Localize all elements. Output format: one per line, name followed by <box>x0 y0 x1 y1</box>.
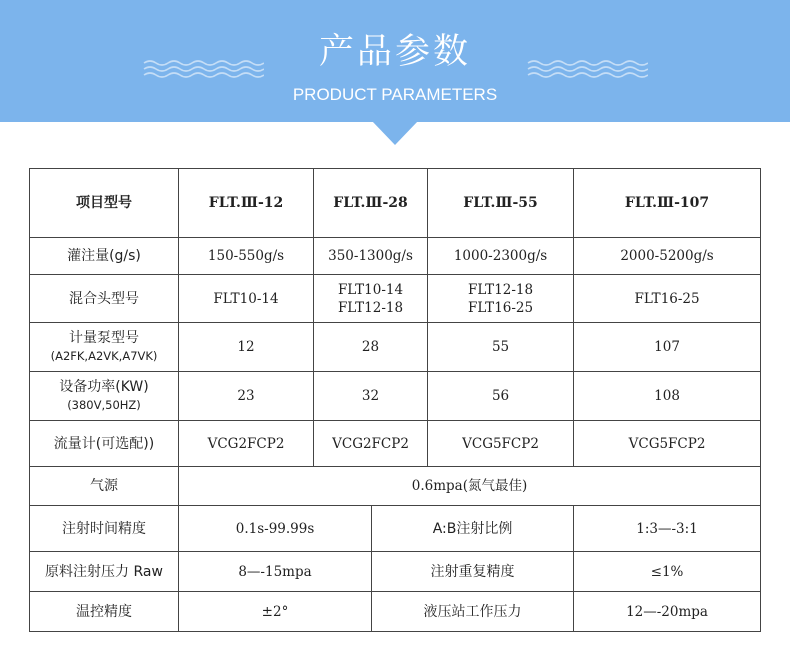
power-label-cell <box>30 372 179 421</box>
pump-value-1: 12 <box>179 323 314 372</box>
model-header-3: FLT.Ⅲ-55 <box>428 169 574 238</box>
repeatability-label: 注射重复精度 <box>372 552 574 592</box>
flowmeter-value-4: VCG5FCP2 <box>574 421 761 467</box>
power-label: 设备功率(KW) <box>59 379 149 395</box>
flowmeter-value-1: VCG2FCP2 <box>179 421 314 467</box>
injection-label: 灌注量(g/s) <box>30 238 179 275</box>
page-subtitle: PRODUCT PARAMETERS <box>292 85 498 104</box>
ratio-value: 1:3—-3:1 <box>574 506 761 552</box>
mixhead-value-2a: FLT10-14 <box>337 281 404 298</box>
wave-decoration-left <box>142 58 264 80</box>
pump-label: 计量泵型号 <box>69 330 139 346</box>
pump-value-2: 28 <box>314 323 428 372</box>
mixhead-row <box>30 275 761 323</box>
mixhead-value-1: FLT10-14 <box>179 275 314 323</box>
air-value: 0.6mpa(氮气最佳) <box>179 467 761 506</box>
air-row <box>30 467 761 506</box>
injection-value-3: 1000-2300g/s <box>428 238 574 275</box>
header-row <box>30 169 761 238</box>
timing-row <box>30 506 761 552</box>
mixhead-value-3b: FLT16-25 <box>467 299 534 316</box>
mixhead-value-2b: FLT12-18 <box>337 299 404 316</box>
power-value-3: 56 <box>428 372 574 421</box>
temp-row <box>30 592 761 632</box>
page-title: 产品参数 <box>318 32 471 72</box>
mixhead-value-3a: FLT12-18 <box>467 281 534 298</box>
pressure-value: 8—-15mpa <box>179 552 372 592</box>
pump-row <box>30 323 761 372</box>
injection-value-4: 2000-5200g/s <box>574 238 761 275</box>
power-sublabel: (380V,50HZ) <box>67 398 141 412</box>
pressure-row <box>30 552 761 592</box>
temp-value: ±2° <box>179 592 372 632</box>
flowmeter-row <box>30 421 761 467</box>
banner-pointer <box>372 121 418 145</box>
injection-value-2: 350-1300g/s <box>314 238 428 275</box>
hydraulic-label: 液压站工作压力 <box>372 592 574 632</box>
mixhead-value-2 <box>314 275 428 323</box>
ratio-label: A:B注射比例 <box>372 506 574 552</box>
pump-value-4: 107 <box>574 323 761 372</box>
air-label: 气源 <box>30 467 179 506</box>
flowmeter-label: 流量计(可选配)) <box>30 421 179 467</box>
pump-label-cell <box>30 323 179 372</box>
hydraulic-value: 12—-20mpa <box>574 592 761 632</box>
flowmeter-value-3: VCG5FCP2 <box>428 421 574 467</box>
pressure-label: 原料注射压力 Raw <box>30 552 179 592</box>
header-label: 项目型号 <box>30 169 179 238</box>
timing-label: 注射时间精度 <box>30 506 179 552</box>
injection-row <box>30 238 761 275</box>
injection-value-1: 150-550g/s <box>179 238 314 275</box>
model-header-1: FLT.Ⅲ-12 <box>179 169 314 238</box>
timing-value: 0.1s-99.99s <box>179 506 372 552</box>
power-value-1: 23 <box>179 372 314 421</box>
model-header-2: FLT.Ⅲ-28 <box>314 169 428 238</box>
mixhead-value-3 <box>428 275 574 323</box>
pump-value-3: 55 <box>428 323 574 372</box>
repeatability-value: ≤1% <box>574 552 761 592</box>
power-value-2: 32 <box>314 372 428 421</box>
parameters-table <box>29 168 761 632</box>
wave-decoration-right <box>526 58 648 80</box>
model-header-4: FLT.Ⅲ-107 <box>574 169 761 238</box>
power-row <box>30 372 761 421</box>
mixhead-value-4: FLT16-25 <box>574 275 761 323</box>
flowmeter-value-2: VCG2FCP2 <box>314 421 428 467</box>
temp-label: 温控精度 <box>30 592 179 632</box>
mixhead-label: 混合头型号 <box>30 275 179 323</box>
pump-sublabel: (A2FK,A2VK,A7VK) <box>50 349 158 363</box>
power-value-4: 108 <box>574 372 761 421</box>
